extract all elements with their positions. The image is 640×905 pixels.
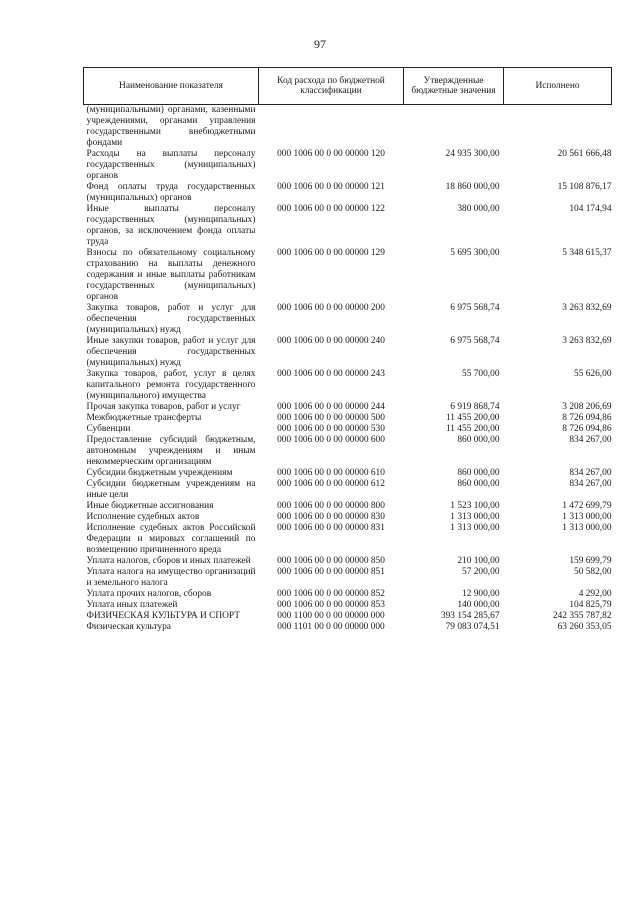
table-row — [84, 369, 612, 402]
row-name: Закупка товаров, работ и услуг для обеспечения государственных (муниципальных) нужд — [86, 303, 256, 335]
header-name: Наименование показателя — [84, 68, 259, 105]
row-executed: 1 313 000,00 — [562, 523, 612, 533]
row-code: 000 1006 00 0 00 00000 500 — [277, 413, 385, 423]
row-approved: 1 523 100,00 — [450, 501, 500, 511]
row-approved: 79 083 074,51 — [445, 622, 500, 632]
row-executed: 5 348 615,37 — [562, 248, 612, 258]
row-name: Субсидии бюджетным учреждениям на иные цели — [86, 479, 256, 500]
row-name: Закупка товаров, работ, услуг в целях капитального ремонта государственного (муниципального) имущества — [86, 369, 256, 401]
row-name: Прочая закупка товаров, работ и услуг — [86, 402, 241, 412]
row-code — [259, 105, 404, 150]
row-approved: 860 000,00 — [457, 435, 500, 445]
row-code: 000 1006 00 0 00 00000 612 — [277, 479, 385, 489]
row-executed: 20 561 666,48 — [557, 149, 612, 159]
table-row — [84, 523, 612, 556]
table-row — [84, 468, 612, 479]
row-executed: 3 263 832,69 — [562, 336, 612, 346]
row-executed: 834 267,00 — [569, 435, 612, 445]
row-approved: 11 455 200,00 — [445, 413, 500, 423]
table-row — [84, 512, 612, 523]
table-row — [84, 479, 612, 501]
row-name: Уплата прочих налогов, сборов — [86, 589, 212, 599]
row-executed: 104 174,94 — [569, 204, 612, 214]
row-name: Фонд оплаты труда государственных (муниципальных) органов — [86, 182, 256, 203]
row-code: 000 1006 00 0 00 00000 830 — [277, 512, 385, 522]
table-row — [84, 402, 612, 413]
row-approved: 860 000,00 — [457, 468, 500, 478]
row-executed: 8 726 094,86 — [562, 424, 612, 434]
row-approved: 1 313 000,00 — [450, 523, 500, 533]
row-code: 000 1100 00 0 00 00000 000 — [277, 611, 385, 621]
table-row — [84, 435, 612, 468]
row-name: Взносы по обязательному социальному страхованию на выплаты денежного содержания и иные выплаты работникам государственных (муниципальных) органов — [86, 248, 256, 302]
row-name: Субсидии бюджетным учреждениям — [86, 468, 233, 478]
row-name: Исполнение судебных актов Российской Федерации и мировых соглашений по возмещению причиненного вреда — [86, 523, 256, 555]
row-code: 000 1006 00 0 00 00000 200 — [277, 303, 385, 313]
table-row — [84, 622, 612, 633]
table-row — [84, 149, 612, 182]
row-name: Исполнение судебных актов — [86, 512, 200, 522]
row-approved: 380 000,00 — [457, 204, 500, 214]
row-name: Межбюджетные трансферты — [86, 413, 202, 423]
row-executed: 3 208 206,69 — [562, 402, 612, 412]
row-code: 000 1006 00 0 00 00000 240 — [277, 336, 385, 346]
row-approved: 12 900,00 — [462, 589, 500, 599]
table-row — [84, 589, 612, 600]
row-executed: 15 108 876,17 — [557, 182, 612, 192]
row-executed: 63 260 353,05 — [557, 622, 612, 632]
table-body — [84, 105, 612, 634]
row-code: 000 1006 00 0 00 00000 129 — [277, 248, 385, 258]
row-approved: 18 860 000,00 — [445, 182, 500, 192]
row-code: 000 1006 00 0 00 00000 610 — [277, 468, 385, 478]
table-row — [84, 501, 612, 512]
header-executed: Исполнено — [504, 68, 612, 105]
row-executed: 242 355 787,82 — [552, 611, 612, 621]
row-code: 000 1006 00 0 00 00000 243 — [277, 369, 385, 379]
row-executed: 104 825,79 — [569, 600, 612, 610]
row-executed: 834 267,00 — [569, 479, 612, 489]
row-code: 000 1006 00 0 00 00000 121 — [277, 182, 385, 192]
table-row — [84, 567, 612, 589]
table-row — [84, 556, 612, 567]
row-name: Иные закупки товаров, работ и услуг для обеспечения государственных (муниципальных) нужд — [86, 336, 256, 368]
row-executed: 159 699,79 — [569, 556, 612, 566]
row-approved: 210 100,00 — [457, 556, 500, 566]
table-row — [84, 600, 612, 611]
row-name: ФИЗИЧЕСКАЯ КУЛЬТУРА И СПОРТ — [86, 611, 240, 621]
row-code: 000 1006 00 0 00 00000 530 — [277, 424, 385, 434]
row-code: 000 1006 00 0 00 00000 122 — [277, 204, 385, 214]
row-executed: 50 582,00 — [574, 567, 612, 577]
row-name: Иные выплаты персоналу государственных (муниципальных) органов, за исключением фонда оплаты труда — [86, 204, 256, 247]
row-code: 000 1101 00 0 00 00000 000 — [277, 622, 385, 632]
row-executed: 4 292,00 — [578, 589, 612, 599]
row-code: 000 1006 00 0 00 00000 600 — [277, 435, 385, 445]
row-approved: 6 919 868,74 — [450, 402, 500, 412]
row-name: Уплата налогов, сборов и иных платежей — [86, 556, 251, 566]
budget-table — [83, 67, 612, 633]
row-executed: 55 626,00 — [574, 369, 612, 379]
header-approved: Утвержденные бюджетные значения — [404, 68, 504, 105]
table-row — [84, 303, 612, 336]
row-name: Уплата налога на имущество организаций и земельного налога — [86, 567, 256, 588]
table-row — [84, 204, 612, 248]
row-executed: 834 267,00 — [569, 468, 612, 478]
row-approved: 5 695 300,00 — [450, 248, 500, 258]
row-approved: 6 975 568,74 — [450, 303, 500, 313]
row-approved — [404, 105, 504, 150]
row-approved: 860 000,00 — [457, 479, 500, 489]
row-approved: 11 455 200,00 — [445, 424, 500, 434]
row-approved: 140 000,00 — [457, 600, 500, 610]
row-code: 000 1006 00 0 00 00000 800 — [277, 501, 385, 511]
row-executed: 3 263 832,69 — [562, 303, 612, 313]
row-code: 000 1006 00 0 00 00000 851 — [277, 567, 385, 577]
row-approved: 1 313 000,00 — [450, 512, 500, 522]
table-row — [84, 248, 612, 303]
row-code: 000 1006 00 0 00 00000 852 — [277, 589, 385, 599]
row-executed: 1 313 000,00 — [562, 512, 612, 522]
row-approved: 24 935 300,00 — [445, 149, 500, 159]
table-row — [84, 182, 612, 204]
table-header-row — [84, 68, 612, 105]
row-approved: 6 975 568,74 — [450, 336, 500, 346]
table-row — [84, 424, 612, 435]
row-name: Иные бюджетные ассигнования — [86, 501, 214, 511]
row-name: Уплата иных платежей — [86, 600, 178, 610]
row-code: 000 1006 00 0 00 00000 120 — [277, 149, 385, 159]
row-approved: 393 154 285,67 — [440, 611, 500, 621]
row-executed: 8 726 094,86 — [562, 413, 612, 423]
row-code: 000 1006 00 0 00 00000 244 — [277, 402, 385, 412]
table-row — [84, 336, 612, 369]
row-name: Субвенции — [86, 424, 131, 434]
row-approved: 55 700,00 — [462, 369, 500, 379]
header-code: Код расхода по бюджетной классификации — [259, 68, 404, 105]
row-code: 000 1006 00 0 00 00000 853 — [277, 600, 385, 610]
table-row — [84, 413, 612, 424]
row-name: Расходы на выплаты персоналу государственных (муниципальных) органов — [86, 149, 256, 181]
row-executed: 1 472 699,79 — [562, 501, 612, 511]
table-row — [84, 105, 612, 150]
table-row — [84, 611, 612, 622]
row-name: Предоставление субсидий бюджетным, автономным учреждениям и иным некоммерческим организациям — [86, 435, 256, 467]
row-name: (муниципальными) органами, казенными учреждениями, органами управления государственными внебюджетными фондами — [86, 105, 256, 148]
row-code: 000 1006 00 0 00 00000 831 — [277, 523, 385, 533]
row-approved: 57 200,00 — [462, 567, 500, 577]
row-code: 000 1006 00 0 00 00000 850 — [277, 556, 385, 566]
page-number: 97 — [314, 37, 326, 51]
row-executed — [504, 105, 612, 150]
row-name: Физическая культура — [86, 622, 171, 632]
